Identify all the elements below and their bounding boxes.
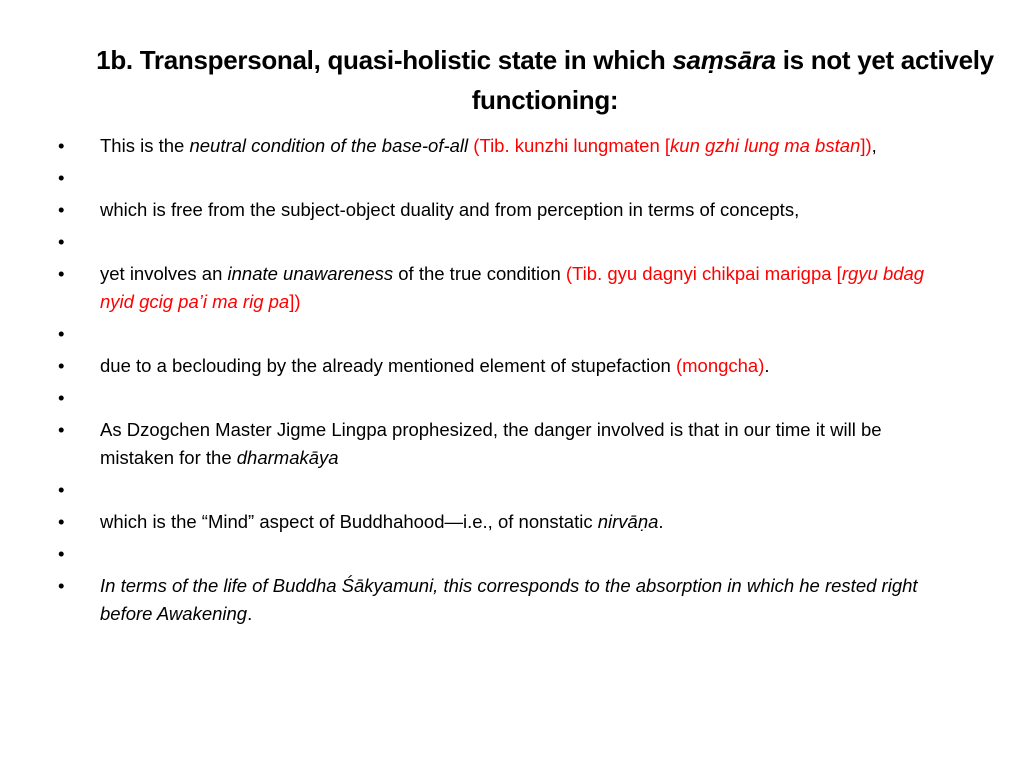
bullet-item: • yet involves an innate unawareness of the true condition (Tib. gyu dagnyi chikpai marigpa [rgyu bdag nyid gcig pa’i ma rig pa]) — [56, 260, 956, 316]
bullet-item-empty — [56, 540, 956, 568]
tibetan-term: (mongcha) — [675, 355, 765, 376]
bullet-item: • This is the neutral condition of the base-of-all (Tib. kunzhi lungmaten [kun gzhi lung ma bstan]), — [56, 132, 956, 160]
tibetan-transliteration: rgyu bdag nyid gcig pa’i ma rig pa — [100, 263, 925, 312]
bullet-icon: • — [58, 511, 65, 532]
bullet-icon: • — [58, 479, 65, 500]
bullet-icon: • — [58, 323, 65, 344]
tibetan-term: (Tib. gyu dagnyi chikpai marigpa [ — [565, 263, 842, 284]
title-text-end: is not yet actively functioning: — [471, 45, 994, 115]
bullet-item-empty — [56, 228, 956, 256]
bullet-icon: • — [58, 355, 65, 376]
bullet-item: • which is free from the subject-object duality and from perception in terms of concepts, — [56, 196, 956, 224]
slide-title — [95, 40, 995, 120]
title-italic-term: saṃsāra — [672, 45, 776, 75]
bullet-icon: • — [58, 231, 65, 252]
tibetan-term: (Tib. kunzhi lungmaten [ — [473, 135, 671, 156]
bullet-icon: • — [58, 199, 65, 220]
bullet-list — [56, 132, 956, 632]
bullet-icon: • — [58, 419, 65, 440]
bullet-item-empty — [56, 320, 956, 348]
bullet-icon: • — [58, 575, 65, 596]
bullet-item-empty — [56, 384, 956, 412]
title-text: 1b. Transpersonal, quasi-holistic state in which — [96, 45, 673, 75]
bullet-icon: • — [58, 167, 65, 188]
bullet-icon: • — [58, 135, 65, 156]
bullet-icon: • — [58, 543, 65, 564]
bullet-item: • which is the “Mind” aspect of Buddhahood—i.e., of nonstatic nirvāṇa. — [56, 508, 956, 536]
bullet-item-empty — [56, 164, 956, 192]
bullet-icon: • — [58, 387, 65, 408]
bullet-icon: • — [58, 263, 65, 284]
bullet-item: • due to a beclouding by the already mentioned element of stupefaction (mongcha). — [56, 352, 956, 380]
bullet-item: • As Dzogchen Master Jigme Lingpa prophesized, the danger involved is that in our time it will be mistaken for the dharmakāya — [56, 416, 956, 472]
bullet-item-empty — [56, 476, 956, 504]
tibetan-transliteration: kun gzhi lung ma bstan — [670, 135, 861, 156]
bullet-item: • In terms of the life of Buddha Śākyamuni, this corresponds to the absorption in which he rested right before Awakening. — [56, 572, 956, 628]
